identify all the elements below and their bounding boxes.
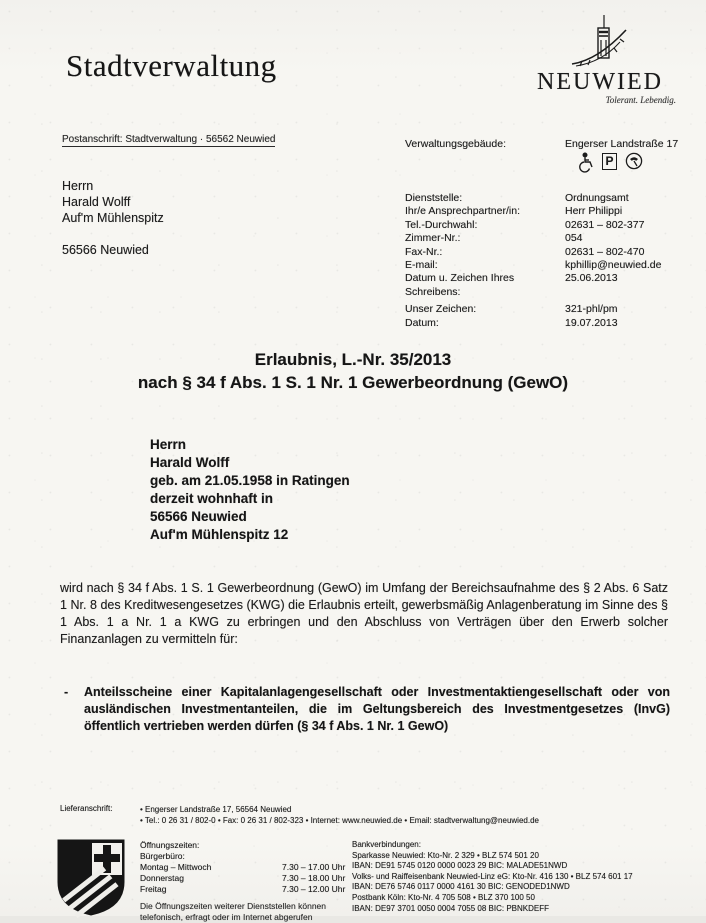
facility-icons bbox=[577, 152, 643, 170]
document-title-line2: nach § 34 f Abs. 1 S. 1 Nr. 1 Gewerbeordnung (GewO) bbox=[137, 373, 569, 392]
info-value: 321-phl/pm bbox=[565, 303, 618, 316]
info-value: 25.06.2013 bbox=[565, 272, 618, 285]
info-label: E-mail: bbox=[405, 259, 438, 272]
delivery-line-address: • Engerser Landstraße 17, 56564 Neuwied bbox=[140, 805, 292, 814]
contact-info-table bbox=[405, 192, 695, 330]
info-label: Fax-Nr.: bbox=[405, 245, 443, 258]
bank-line-vrbank-iban: IBAN: DE76 5746 0117 0000 4161 30 BIC: GENODED1NWD bbox=[352, 882, 570, 892]
info-value: Herr Philippi bbox=[565, 205, 623, 218]
hours-days: Montag – Mittwoch bbox=[140, 862, 212, 872]
info-row bbox=[405, 317, 695, 330]
info-label: Dienststelle: bbox=[405, 192, 463, 204]
info-row bbox=[405, 205, 695, 218]
building-value: Engerser Landstraße 17 bbox=[565, 138, 679, 150]
list-item-text: Anteilsscheine einer Kapitalanlagengesellschaft oder Investmentaktiengesellschaft oder von ausländischen Investmentanteilen, die im Geltungsbereich des Investmentgesetzes (InvG) öffentlich vertrieben werden dürfen (§ 34 f Abs. 1 Nr. 1 GewO) bbox=[84, 685, 670, 733]
recipient-city: 56566 Neuwied bbox=[62, 243, 149, 257]
info-label: Tel.-Durchwahl: bbox=[405, 218, 478, 231]
bank-line-sparkasse: Sparkasse Neuwied: Kto-Nr. 2 329 • BLZ 574 501 20 bbox=[352, 850, 539, 860]
info-label: Schreibens: bbox=[405, 285, 461, 298]
hours-subheading: Bürgerbüro: bbox=[140, 851, 185, 861]
info-label: Datum: bbox=[405, 316, 439, 329]
info-value: kphillip@neuwied.de bbox=[565, 259, 662, 272]
city-logo-tagline: Tolerant. Lebendig. bbox=[605, 95, 676, 105]
hours-days: Donnerstag bbox=[140, 873, 184, 883]
tower-bridge-icon bbox=[568, 14, 632, 70]
delivery-label: Lieferanschrift: bbox=[60, 804, 113, 813]
recipient-address-block bbox=[62, 178, 164, 258]
bank-heading: Bankverbindungen: bbox=[352, 840, 421, 849]
recipient-street: Auf'm Mühlenspitz bbox=[62, 211, 164, 225]
info-row bbox=[405, 232, 695, 245]
subject-salutation: Herrn bbox=[150, 437, 187, 452]
subject-name: Harald Wolff bbox=[150, 455, 230, 470]
hours-note-line1: Die Öffnungszeiten weiterer Dienststellen können bbox=[140, 901, 327, 911]
recipient-salutation: Herrn bbox=[62, 179, 94, 193]
hours-days: Freitag bbox=[140, 884, 167, 894]
hours-time: 7.30 – 18.00 Uhr bbox=[282, 873, 346, 883]
body-paragraph: wird nach § 34 f Abs. 1 S. 1 Gewerbeordnung (GewO) im Umfang der Bereichsaufnahme des § 2 Abs. 6 Satz 1 Nr. 8 des Kreditwesengesetzes (KWG) die Erlaubnis erteilt, gewerbsmäßig Anlagenberatung im Sinne des § 1 Abs. 1 a Nr. 1 a KWG zu erbringen und den Abschluss von Verträgen über den Erwerb solcher Finanzanlagen zu vermitteln für: bbox=[60, 581, 668, 646]
return-address-line: Postanschrift: Stadtverwaltung · 56562 Neuwied bbox=[62, 134, 276, 145]
hours-note-line2: telefonisch, erfragt oder im Internet abgerufen bbox=[140, 912, 313, 922]
hours-row bbox=[140, 873, 350, 884]
bank-details-block bbox=[352, 840, 702, 914]
city-coat-of-arms bbox=[56, 838, 126, 916]
info-row bbox=[405, 259, 695, 272]
bank-line-vrbank: Volks- und Raiffeisenbank Neuwied-Linz eG: Kto-Nr. 416 130 • BLZ 574 601 17 bbox=[352, 871, 633, 881]
subject-residence-intro: derzeit wohnhaft in bbox=[150, 491, 273, 506]
info-label: Ihr/e Ansprechpartner/in: bbox=[405, 205, 520, 218]
bank-line-postbank-iban: IBAN: DE97 3701 0050 0004 7055 08 BIC: PBNKDEFF bbox=[352, 903, 550, 913]
info-label: Unser Zeichen: bbox=[405, 303, 477, 316]
subject-city: 56566 Neuwied bbox=[150, 509, 247, 524]
info-row bbox=[405, 272, 695, 285]
delivery-line-contact: • Tel.: 0 26 31 / 802-0 • Fax: 0 26 31 / 802-323 • Internet: www.neuwied.de • Email: stadtverwaltung@neuwied.de bbox=[140, 816, 539, 825]
bank-line-sparkasse-iban: IBAN: DE91 5745 0120 0000 0023 29 BIC: MALADE51NWD bbox=[352, 861, 568, 871]
hours-row bbox=[140, 884, 350, 895]
city-logo-wordmark: NEUWIED bbox=[537, 69, 663, 95]
sender-organization-title: Stadtverwaltung bbox=[66, 48, 277, 83]
parking-icon: P bbox=[602, 153, 617, 170]
info-value: Ordnungsamt bbox=[565, 192, 629, 204]
phone-icon bbox=[625, 152, 643, 170]
info-label: Datum u. Zeichen Ihres bbox=[405, 272, 515, 285]
city-logo bbox=[520, 14, 680, 105]
subject-person-block bbox=[150, 436, 350, 544]
info-row bbox=[405, 192, 695, 205]
info-row bbox=[405, 219, 695, 232]
hours-time: 7.30 – 12.00 Uhr bbox=[282, 884, 346, 894]
delivery-address-row bbox=[60, 804, 539, 826]
permission-list-item bbox=[64, 684, 670, 735]
info-row bbox=[405, 303, 695, 316]
hours-row bbox=[140, 862, 350, 873]
info-row bbox=[405, 286, 695, 299]
opening-hours-block bbox=[140, 840, 350, 923]
info-value: 02631 – 802-470 bbox=[565, 245, 645, 258]
hours-heading: Öffnungszeiten: bbox=[140, 840, 200, 850]
subject-birth: geb. am 21.05.1958 in Ratingen bbox=[150, 473, 350, 488]
accessibility-icon bbox=[577, 152, 594, 170]
bank-line-postbank: Postbank Köln: Kto-Nr. 4 705 508 • BLZ 370 100 50 bbox=[352, 892, 535, 902]
recipient-name: Harald Wolff bbox=[62, 195, 131, 209]
info-label: Zimmer-Nr.: bbox=[405, 232, 461, 245]
list-dash-marker: - bbox=[64, 685, 69, 699]
document-title-line1: Erlaubnis, L.-Nr. 35/2013 bbox=[254, 350, 452, 369]
building-label: Verwaltungsgebäude: bbox=[405, 138, 506, 150]
building-row bbox=[405, 138, 678, 150]
document-title bbox=[0, 348, 706, 394]
subject-street: Auf'm Mühlenspitz 12 bbox=[150, 527, 289, 542]
info-value: 02631 – 802-377 bbox=[565, 218, 645, 231]
delivery-lines bbox=[140, 804, 539, 826]
hours-time: 7.30 – 17.00 Uhr bbox=[282, 862, 346, 872]
info-row bbox=[405, 246, 695, 259]
info-value: 054 bbox=[565, 232, 583, 245]
info-value: 19.07.2013 bbox=[565, 316, 618, 329]
